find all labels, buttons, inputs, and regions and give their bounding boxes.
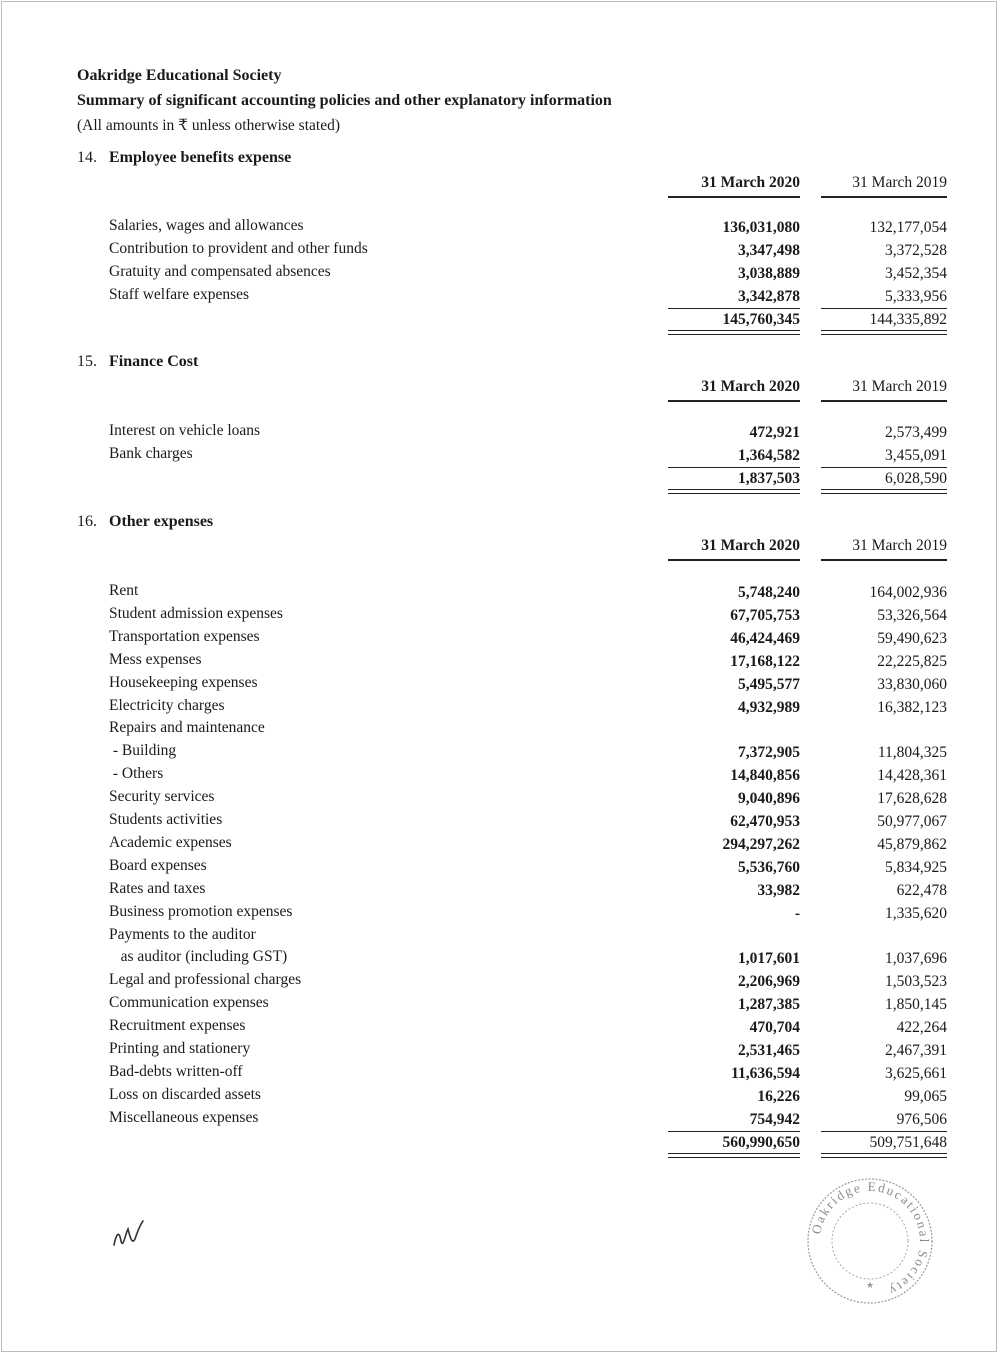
row-label: Miscellaneous expenses bbox=[109, 1109, 259, 1126]
row-value-previous: 11,804,325 bbox=[877, 744, 947, 761]
amounts-note: (All amounts in ₹ unless otherwise stated) bbox=[77, 117, 340, 134]
row-value-previous: 45,879,862 bbox=[877, 836, 947, 853]
row-label: Payments to the auditor bbox=[109, 926, 256, 943]
row-label: Bad-debts written-off bbox=[109, 1063, 243, 1080]
total-value-previous: 509,751,648 bbox=[869, 1134, 947, 1151]
row-label: Business promotion expenses bbox=[109, 903, 293, 920]
row-value-previous: 1,503,523 bbox=[885, 973, 947, 990]
row-label: Communication expenses bbox=[109, 994, 269, 1011]
row-value-previous: 3,455,091 bbox=[885, 447, 947, 464]
row-value-previous: 1,037,696 bbox=[885, 950, 947, 967]
subtotal-rule bbox=[668, 1131, 800, 1132]
row-label: Rates and taxes bbox=[109, 880, 206, 897]
column-header-current: 31 March 2020 bbox=[668, 378, 800, 402]
row-value-current: 136,031,080 bbox=[722, 219, 800, 236]
row-value-previous: 1,335,620 bbox=[885, 905, 947, 922]
row-value-previous: 99,065 bbox=[904, 1088, 947, 1105]
row-value-previous: 2,573,499 bbox=[885, 424, 947, 441]
column-header-previous: 31 March 2019 bbox=[821, 174, 947, 198]
row-value-previous: 14,428,361 bbox=[877, 767, 947, 784]
row-value-current: 62,470,953 bbox=[730, 813, 800, 830]
row-label: - Others bbox=[109, 765, 164, 782]
column-header-previous: 31 March 2019 bbox=[821, 378, 947, 402]
section-number: 14. bbox=[77, 149, 97, 166]
row-value-previous: 50,977,067 bbox=[877, 813, 947, 830]
row-value-current: 4,932,989 bbox=[738, 699, 800, 716]
subtotal-rule bbox=[821, 308, 947, 309]
row-value-current: 17,168,122 bbox=[730, 653, 800, 670]
row-value-previous: 976,506 bbox=[896, 1111, 947, 1128]
row-value-current: 5,495,577 bbox=[738, 676, 800, 693]
row-label: Housekeeping expenses bbox=[109, 674, 258, 691]
row-value-current: 2,531,465 bbox=[738, 1042, 800, 1059]
signature-icon bbox=[110, 1215, 150, 1255]
row-value-previous: 3,452,354 bbox=[885, 265, 947, 282]
svg-text:Oakridge Educational Society: Oakridge Educational Society bbox=[808, 1178, 933, 1300]
row-value-current: 470,704 bbox=[749, 1019, 800, 1036]
total-value-previous: 6,028,590 bbox=[885, 470, 947, 487]
row-value-current: 16,226 bbox=[757, 1088, 800, 1105]
row-value-current: 5,748,240 bbox=[738, 584, 800, 601]
total-double-rule bbox=[821, 330, 947, 335]
section-number: 16. bbox=[77, 513, 97, 530]
row-value-current: 14,840,856 bbox=[730, 767, 800, 784]
row-label: Contribution to provident and other funds bbox=[109, 240, 368, 257]
row-label: Legal and professional charges bbox=[109, 971, 302, 988]
row-label: Academic expenses bbox=[109, 834, 232, 851]
row-value-previous: 33,830,060 bbox=[877, 676, 947, 693]
row-value-current: 472,921 bbox=[749, 424, 800, 441]
total-double-rule bbox=[668, 1153, 800, 1158]
total-double-rule bbox=[821, 1153, 947, 1158]
total-value-current: 560,990,650 bbox=[722, 1134, 800, 1151]
column-header-previous: 31 March 2019 bbox=[821, 537, 947, 561]
row-value-current: 3,347,498 bbox=[738, 242, 800, 259]
total-value-current: 145,760,345 bbox=[722, 311, 800, 328]
row-label: Transportation expenses bbox=[109, 628, 260, 645]
row-value-current: 1,287,385 bbox=[738, 996, 800, 1013]
row-label: Rent bbox=[109, 582, 139, 599]
row-label: Staff welfare expenses bbox=[109, 286, 250, 303]
row-value-previous: 53,326,564 bbox=[877, 607, 947, 624]
column-header-current: 31 March 2020 bbox=[668, 174, 800, 198]
row-value-previous: 132,177,054 bbox=[869, 219, 947, 236]
total-double-rule bbox=[668, 489, 800, 494]
row-value-current: 7,372,905 bbox=[738, 744, 800, 761]
total-value-current: 1,837,503 bbox=[738, 470, 800, 487]
row-value-previous: 5,333,956 bbox=[885, 288, 947, 305]
row-label: Security services bbox=[109, 788, 215, 805]
row-label: Salaries, wages and allowances bbox=[109, 217, 304, 234]
row-value-previous: 3,625,661 bbox=[885, 1065, 947, 1082]
row-value-current: 294,297,262 bbox=[722, 836, 800, 853]
svg-text:★: ★ bbox=[865, 1280, 875, 1290]
organization-name: Oakridge Educational Society bbox=[77, 67, 282, 84]
row-value-current: 9,040,896 bbox=[738, 790, 800, 807]
row-value-current: 1,364,582 bbox=[738, 447, 800, 464]
row-label: - Building bbox=[109, 742, 177, 759]
subtotal-rule bbox=[821, 467, 947, 468]
row-value-current: 754,942 bbox=[749, 1111, 800, 1128]
row-value-previous: 622,478 bbox=[896, 882, 947, 899]
row-label: Printing and stationery bbox=[109, 1040, 251, 1057]
row-value-previous: 17,628,628 bbox=[877, 790, 947, 807]
total-value-previous: 144,335,892 bbox=[869, 311, 947, 328]
row-label: Student admission expenses bbox=[109, 605, 283, 622]
document-subtitle: Summary of significant accounting policies and other explanatory information bbox=[77, 92, 612, 109]
subtotal-rule bbox=[668, 467, 800, 468]
subtotal-rule bbox=[821, 1131, 947, 1132]
total-double-rule bbox=[668, 330, 800, 335]
row-label: Recruitment expenses bbox=[109, 1017, 246, 1034]
row-value-current: 3,342,878 bbox=[738, 288, 800, 305]
row-value-previous: 59,490,623 bbox=[877, 630, 947, 647]
section-title: Employee benefits expense bbox=[109, 149, 292, 166]
subtotal-rule bbox=[668, 308, 800, 309]
row-label: Interest on vehicle loans bbox=[109, 422, 261, 439]
society-seal bbox=[800, 1176, 940, 1306]
row-value-current: 46,424,469 bbox=[730, 630, 800, 647]
row-value-previous: 164,002,936 bbox=[869, 584, 947, 601]
section-title: Finance Cost bbox=[109, 353, 199, 370]
row-value-current: 5,536,760 bbox=[738, 859, 800, 876]
row-value-previous: 3,372,528 bbox=[885, 242, 947, 259]
row-label: Students activities bbox=[109, 811, 223, 828]
row-label: Mess expenses bbox=[109, 651, 202, 668]
row-value-previous: 22,225,825 bbox=[877, 653, 947, 670]
row-value-current: 3,038,889 bbox=[738, 265, 800, 282]
row-label: Board expenses bbox=[109, 857, 207, 874]
row-value-previous: 16,382,123 bbox=[877, 699, 947, 716]
row-value-current: 2,206,969 bbox=[738, 973, 800, 990]
row-value-current: - bbox=[794, 905, 800, 922]
column-header-current: 31 March 2020 bbox=[668, 537, 800, 561]
row-value-previous: 5,834,925 bbox=[885, 859, 947, 876]
row-label: Electricity charges bbox=[109, 697, 225, 714]
row-value-previous: 2,467,391 bbox=[885, 1042, 947, 1059]
section-title: Other expenses bbox=[109, 513, 214, 530]
row-value-previous: 422,264 bbox=[896, 1019, 947, 1036]
total-double-rule bbox=[821, 489, 947, 494]
row-value-previous: 1,850,145 bbox=[885, 996, 947, 1013]
row-value-current: 33,982 bbox=[757, 882, 800, 899]
section-number: 15. bbox=[77, 353, 97, 370]
row-label: as auditor (including GST) bbox=[109, 948, 288, 965]
row-label: Bank charges bbox=[109, 445, 193, 462]
row-value-current: 67,705,753 bbox=[730, 607, 800, 624]
row-label: Loss on discarded assets bbox=[109, 1086, 261, 1103]
row-label: Repairs and maintenance bbox=[109, 719, 265, 736]
row-value-current: 11,636,594 bbox=[731, 1065, 800, 1082]
row-value-current: 1,017,601 bbox=[738, 950, 800, 967]
row-label: Gratuity and compensated absences bbox=[109, 263, 331, 280]
